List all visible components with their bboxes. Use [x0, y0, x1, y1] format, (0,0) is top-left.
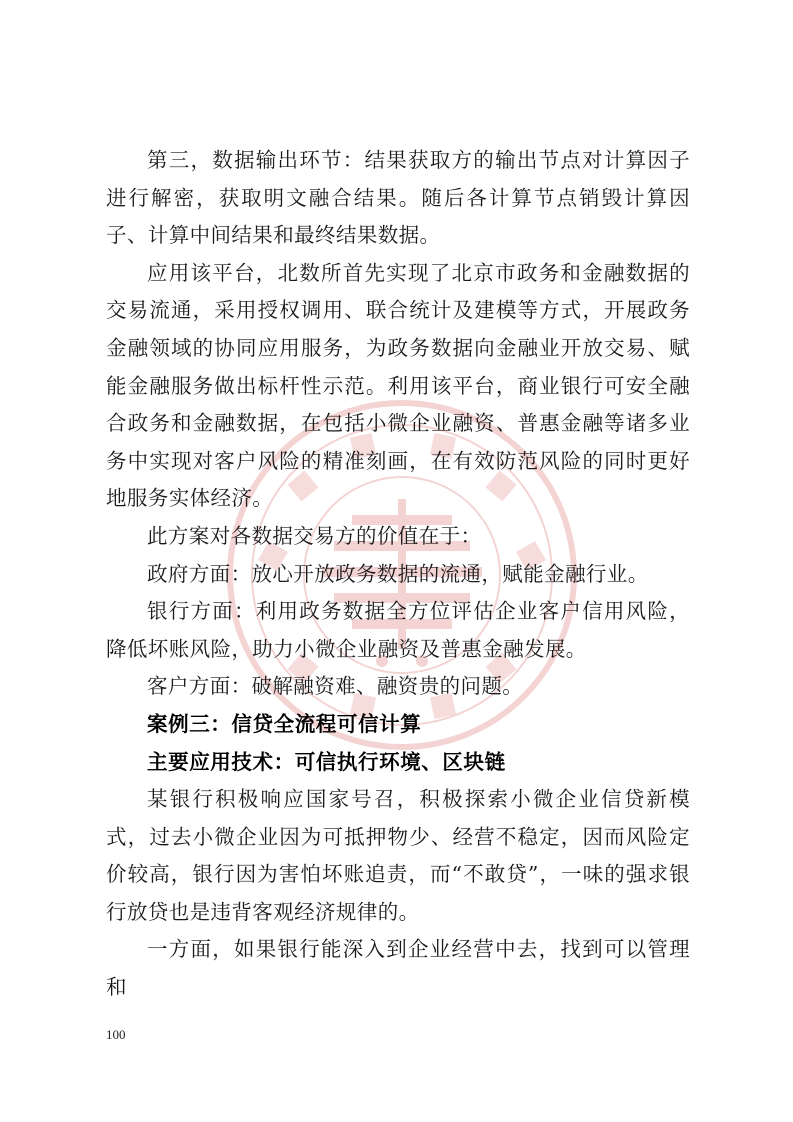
main-text — [106, 142, 690, 1007]
page-number: 100 — [106, 1027, 126, 1042]
paragraph: 一方面，如果银行能深入到企业经营中去，找到可以管理和 — [106, 937, 690, 1000]
paragraph: 第三，数据输出环节：结果获取方的输出节点对计算因子进行解密，获取明文融合结果。随后各计算节点销毁计算因子、计算中间结果和最终结果数据。 — [106, 148, 690, 248]
paragraph: 此方案对各数据交易方的价值在于： — [147, 523, 482, 548]
case-heading: 案例三：信贷全流程可信计算 — [147, 711, 422, 736]
paragraph: 政府方面：放心开放政务数据的流通，赋能金融行业。 — [147, 561, 649, 586]
paragraph: 应用该平台，北数所首先实现了北京市政务和金融数据的交易流通，采用授权调用、联合统计及建模等方式，开展政务金融领域的协同应用服务，为政务数据向金融业开放交易、赋能金融服务做出标杆性示范。利用该平台，商业银行可安全融合政务和金融数据，在包括小微企业融资、普惠金融等诸多业务中实现对客户风险的精准刻画，在有效防范风险的同时更好地服务实体经济。 — [106, 260, 690, 511]
paragraph: 某银行积极响应国家号召，积极探索小微企业信贷新模式，过去小微企业因为可抵押物少、经营不稳定，因而风险定价较高，银行因为害怕坏账追责，而“不敢贷”，一味的强求银行放贷也是违背客观经济规律的。 — [106, 787, 690, 924]
technology-heading: 主要应用技术：可信执行环境、区块链 — [147, 749, 506, 774]
paragraph: 银行方面：利用政务数据全方位评估企业客户信用风险，降低坏账风险，助力小微企业融资及普惠金融发展。 — [106, 599, 690, 661]
paragraph: 客户方面：破解融资难、融资贵的问题。 — [147, 674, 524, 699]
